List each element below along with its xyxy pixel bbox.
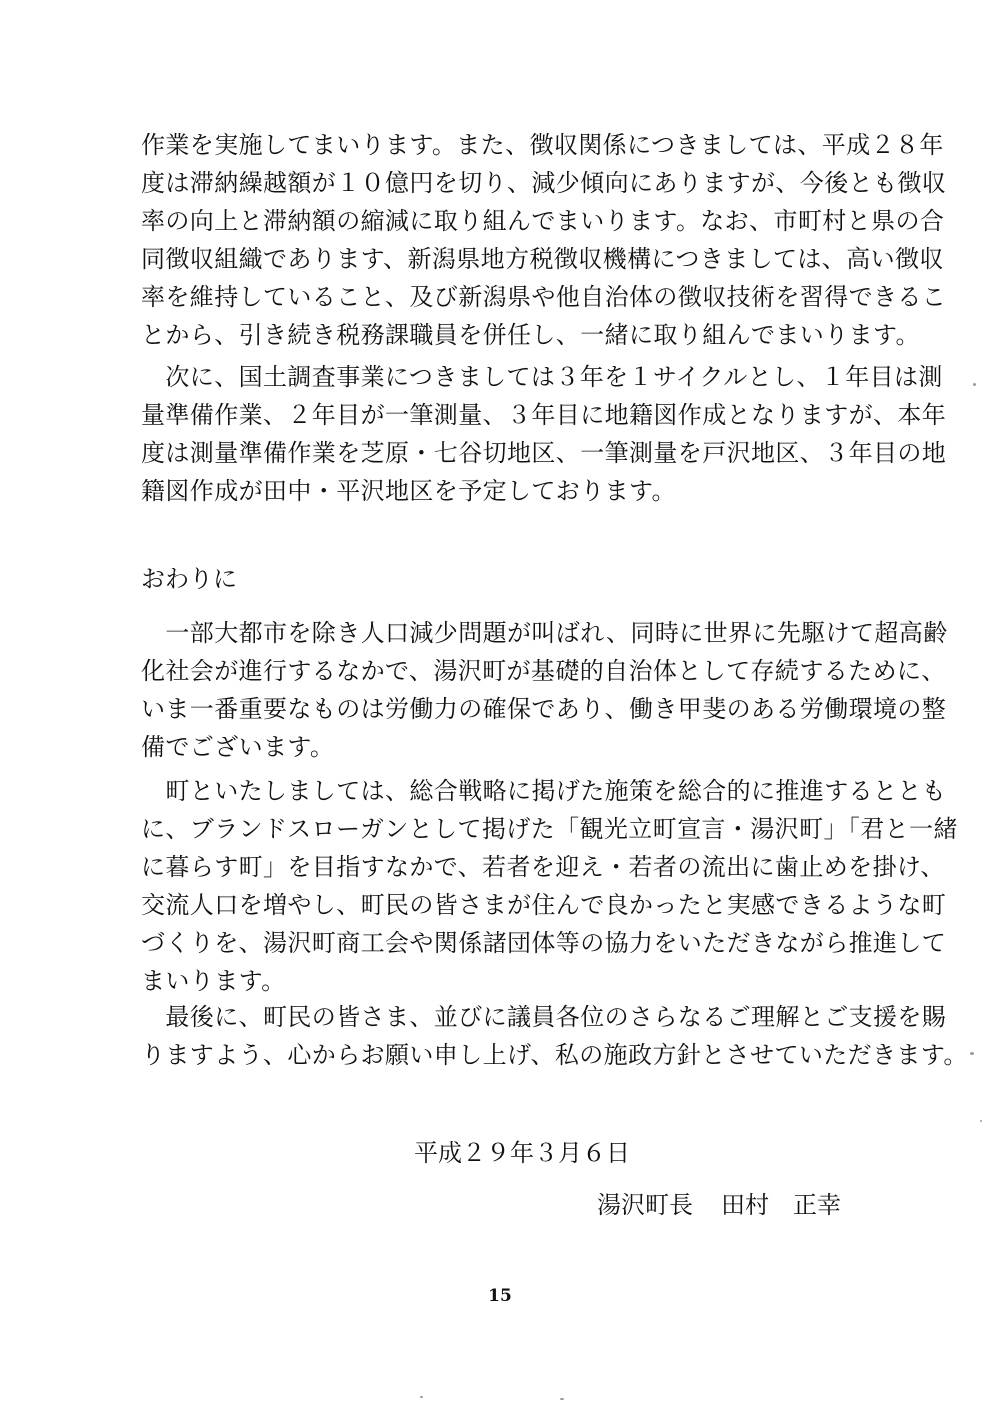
paragraph-line: 次に、国土調査事業につきましては３年を１サイクルとし、１年目は測 <box>141 363 943 391</box>
document-date: 平成２９年３月６日 <box>414 1139 630 1167</box>
paragraph-line: 度は測量準備作業を芝原・七谷切地区、一筆測量を戸沢地区、３年目の地 <box>141 439 947 467</box>
scan-speck <box>980 1120 982 1122</box>
signature-block <box>597 1188 841 1222</box>
paragraph-line: づくりを、湯沢町商工会や関係諸団体等の協力をいただきながら推進して <box>141 929 947 957</box>
mayor-name: 田村 正幸 <box>721 1191 841 1219</box>
paragraph-line: に暮らす町」を目指すなかで、若者を迎え・若者の流出に歯止めを掛け、 <box>141 853 945 881</box>
scan-speck <box>970 1052 974 1055</box>
page-number: 15 <box>488 1286 512 1306</box>
paragraph-line: 一部大都市を除き人口減少問題が叫ばれ、同時に世界に先駆けて超高齢 <box>141 619 948 647</box>
closing-heading: おわりに <box>141 565 237 593</box>
paragraph-line: 度は滞納繰越額が１０億円を切り、減少傾向にありますが、今後とも徴収 <box>141 169 947 197</box>
paragraph-line: とから、引き続き税務課職員を併任し、一緒に取り組んでまいります。 <box>141 321 920 349</box>
scan-speck <box>560 1398 564 1400</box>
paragraph-line: 籍図作成が田中・平沢地区を予定しております。 <box>141 477 676 505</box>
paragraph-line: まいります。 <box>141 967 286 995</box>
paragraph-line: 備でございます。 <box>141 733 335 761</box>
mayor-title: 湯沢町長 <box>597 1191 693 1219</box>
paragraph-line: りますよう、心からお願い申し上げ、私の施政方針とさせていただきます。 <box>141 1041 968 1069</box>
scan-speck <box>973 383 976 386</box>
scan-speck <box>420 1396 423 1398</box>
paragraph-line: 交流人口を増やし、町民の皆さまが住んで良かったと実感できるような町 <box>141 891 947 919</box>
paragraph-line: 同徴収組織であります、新潟県地方税徴収機構につきましては、高い徴収 <box>141 245 944 273</box>
paragraph-line: に、ブランドスローガンとして掲げた「観光立町宣言・湯沢町」「君と一緒 <box>141 815 958 843</box>
paragraph-line: 率の向上と滞納額の縮減に取り組んでまいります。なお、市町村と県の合 <box>141 207 945 235</box>
paragraph-line: 最後に、町民の皆さま、並びに議員各位のさらなるご理解とご支援を賜 <box>141 1003 947 1031</box>
paragraph-line: 率を維持していること、及び新潟県や他自治体の徴収技術を習得できるこ <box>141 283 947 311</box>
paragraph-line: いま一番重要なものは労働力の確保であり、働き甲斐のある労働環境の整 <box>141 695 947 723</box>
paragraph-line: 作業を実施してまいります。また、徴収関係につきましては、平成２８年 <box>141 131 944 159</box>
paragraph-line: 量準備作業、２年目が一筆測量、３年目に地籍図作成となりますが、本年 <box>141 401 947 429</box>
paragraph-line: 町といたしましては、総合戦略に掲げた施策を総合的に推進するととも <box>141 777 947 805</box>
paragraph-line: 化社会が進行するなかで、湯沢町が基礎的自治体として存続するために、 <box>141 657 946 685</box>
